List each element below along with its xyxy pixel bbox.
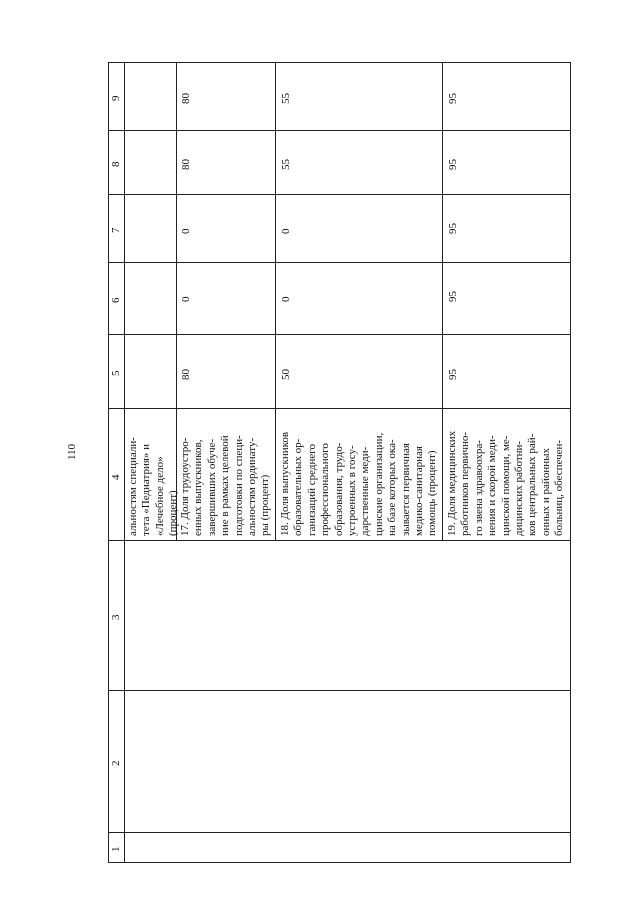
row-3-indicator: 18. Доля выпускников образовательных ор- ганизаций среднего профессионального образования, трудо- устроенных в госу- дарственные меди- цинские организации, на базе которых ока- зывается первичная медико-санитарная помощь (процент): [279, 431, 439, 536]
column-header-8: 8: [110, 161, 122, 167]
column-header-9: 9: [110, 95, 122, 101]
table-border-right: [570, 62, 571, 863]
row-3-value-col8: 55: [280, 159, 292, 170]
row-3-value-col5: 50: [280, 369, 292, 380]
row-3-value-col6: 0: [280, 296, 292, 302]
row-4-value-col8: 95: [447, 159, 459, 170]
row-2-value-col8: 80: [180, 159, 192, 170]
column-header-7: 7: [110, 227, 122, 233]
col-sep-3-4: [108, 540, 570, 541]
column-header-2: 2: [110, 760, 122, 766]
row-4-value-col9: 95: [447, 93, 459, 104]
row-2-value-col9: 80: [180, 93, 192, 104]
column-header-1: 1: [110, 846, 122, 852]
col-sep-1-2: [108, 832, 570, 833]
col-sep-8-9: [108, 130, 570, 131]
row-4-value-col7: 95: [447, 223, 459, 234]
table-border-left: [108, 62, 109, 863]
row-sep-2: [275, 62, 276, 541]
row-3-value-col9: 55: [280, 93, 292, 104]
column-header-5: 5: [110, 370, 122, 376]
row-sep-3: [442, 62, 443, 541]
column-header-6: 6: [110, 297, 122, 303]
row-4-value-col5: 95: [447, 369, 459, 380]
col-sep-5-6: [108, 334, 570, 335]
table-border-bottom: [108, 862, 570, 863]
header-divider: [124, 62, 125, 863]
col-sep-2-3: [108, 690, 570, 691]
page-number: 110: [66, 443, 78, 461]
column-header-4: 4: [110, 474, 122, 480]
row-2-value-col5: 80: [180, 369, 192, 380]
table-border-top: [108, 62, 570, 63]
row-1-indicator: альностям специали- тета «Педиатрия» и «Лечебное дело» (процент): [127, 437, 180, 536]
col-sep-7-8: [108, 194, 570, 195]
row-2-value-col7: 0: [180, 228, 192, 234]
col-sep-6-7: [108, 262, 570, 263]
row-4-indicator: 19. Доля медицинских работников первично- го звена здравоохра- нения и скорой меди- цинской помощи, ме- дицинских работни- ков центральных рай- онных и районных больниц, обеспечен-: [446, 430, 566, 536]
row-3-value-col7: 0: [280, 228, 292, 234]
row-2-indicator: 17. Доля трудоустро- енных выпускников, завершивших обуче- ние в рамках целевой подготовки по специ- альностям ординату- ры (процент): [179, 435, 272, 536]
row-4-value-col6: 95: [447, 291, 459, 302]
row-2-value-col6: 0: [180, 296, 192, 302]
column-header-3: 3: [110, 614, 122, 620]
